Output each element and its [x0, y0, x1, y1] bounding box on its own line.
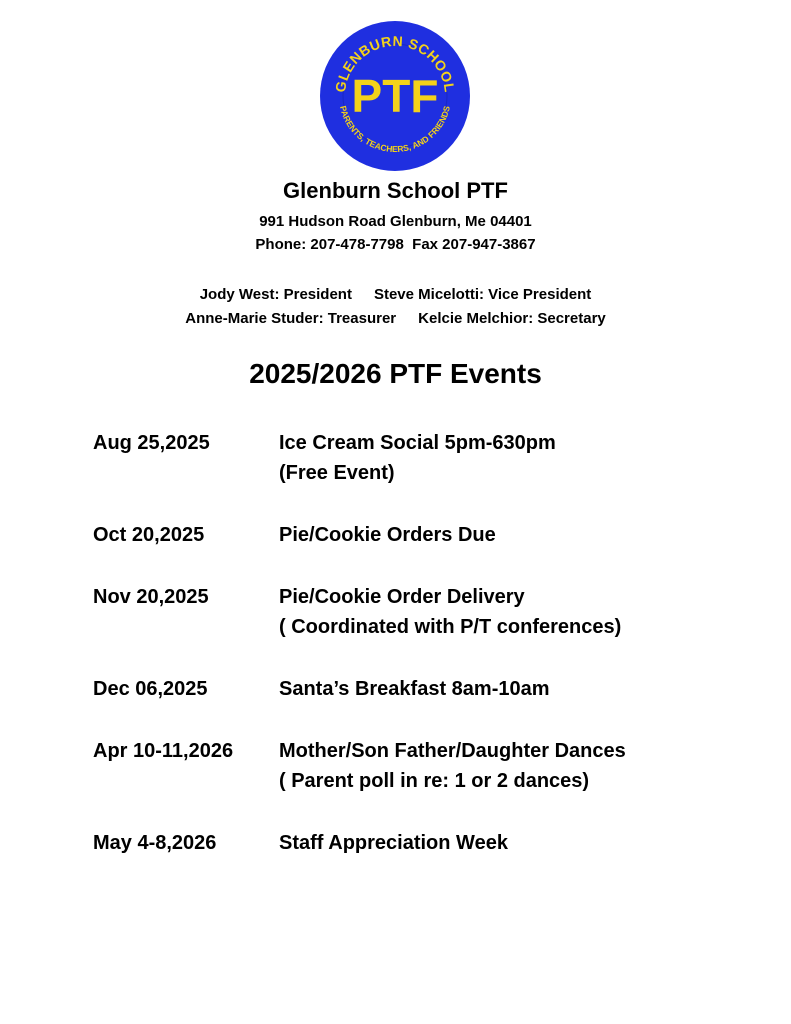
event-line: Mother/Son Father/Daughter Dances — [279, 740, 626, 762]
event-line: Pie/Cookie Order Delivery — [279, 586, 525, 608]
event-line: Ice Cream Social 5pm-630pm — [279, 432, 556, 454]
event-date: May 4-8,2026 — [93, 832, 217, 854]
event-date: Oct 20,2025 — [93, 524, 205, 546]
event-date: Aug 25,2025 — [93, 432, 210, 454]
event-date: Dec 06,2025 — [93, 678, 208, 700]
event-line: Staff Appreciation Week — [279, 832, 508, 854]
event-line: ( Coordinated with P/T conferences) — [279, 616, 622, 638]
event-description — [279, 674, 550, 704]
officers-line-2 — [0, 310, 791, 327]
event-description — [279, 428, 556, 488]
event-item — [93, 674, 753, 704]
officer-treasurer: Anne-Marie Studer: Treasurer — [185, 310, 397, 327]
event-item — [93, 828, 753, 858]
logo-arc-top: GLENBURN SCHOOL — [331, 32, 458, 94]
school-address: 991 Hudson Road Glenburn, Me 04401 — [259, 213, 532, 230]
event-item — [93, 428, 753, 488]
officer-president: Jody West: President — [199, 286, 352, 303]
event-description — [279, 520, 496, 550]
events-title: 2025/2026 PTF Events — [249, 358, 542, 389]
event-line: Santa’s Breakfast 8am-10am — [279, 678, 550, 700]
event-item — [93, 520, 753, 550]
school-phone-fax: Phone: 207-478-7798 Fax 207-947-3867 — [255, 236, 536, 253]
event-description — [279, 736, 626, 796]
event-description — [279, 582, 621, 642]
event-line: ( Parent poll in re: 1 or 2 dances) — [279, 770, 590, 792]
event-line: Pie/Cookie Orders Due — [279, 524, 496, 546]
event-description — [279, 828, 508, 858]
ptf-logo-graphic — [319, 20, 471, 172]
event-item — [93, 736, 753, 796]
logo-arc-bottom: PARENTS, TEACHERS, AND FRIENDS — [338, 104, 452, 155]
school-name: Glenburn School PTF — [283, 178, 508, 203]
officer-vice-president: Steve Micelotti: Vice President — [373, 286, 592, 303]
logo-center-text: PTF — [351, 70, 439, 122]
event-date: Apr 10-11,2026 — [93, 740, 234, 762]
officers-line-1 — [0, 286, 791, 303]
events-list — [93, 428, 753, 858]
officer-secretary: Kelcie Melchior: Secretary — [418, 310, 606, 327]
event-line: (Free Event) — [279, 462, 395, 484]
ptf-logo — [319, 20, 471, 172]
event-item — [93, 582, 753, 642]
event-date: Nov 20,2025 — [93, 586, 209, 608]
